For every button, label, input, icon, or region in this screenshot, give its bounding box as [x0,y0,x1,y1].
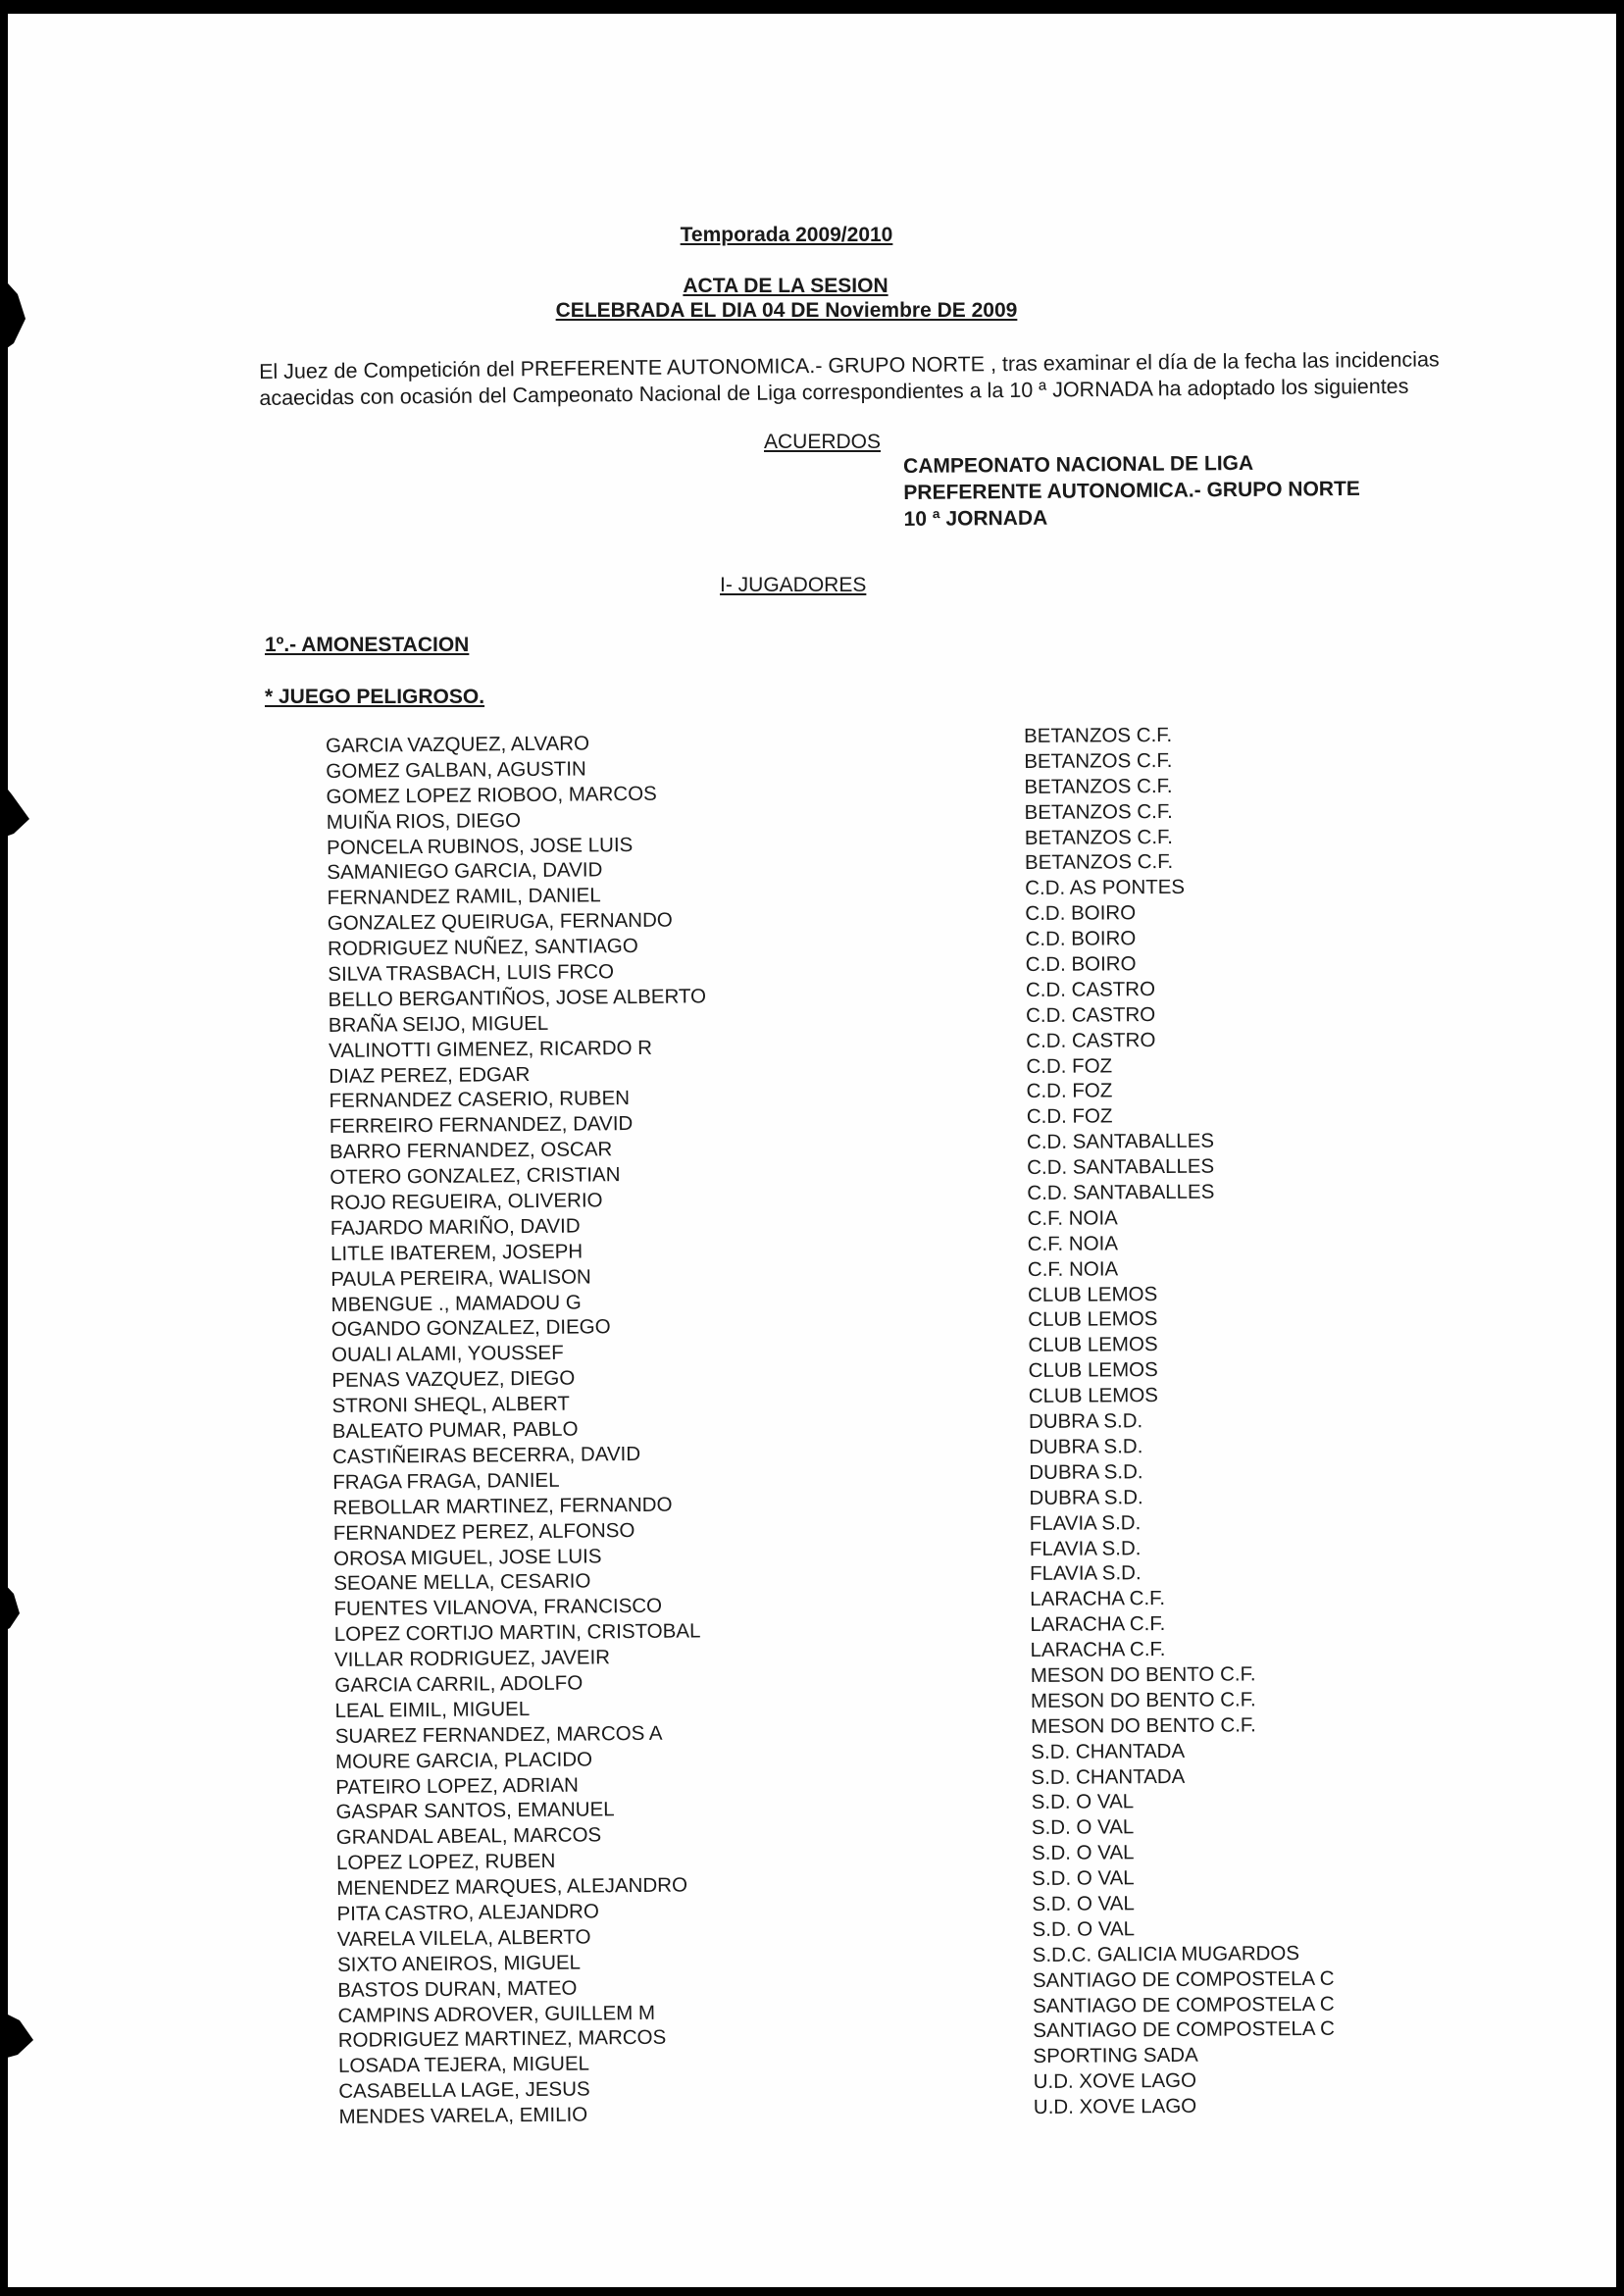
player-club: LARACHA C.F. [1030,1587,1166,1611]
player-name: LITLE IBATEREM, JOSEPH [330,1240,584,1265]
player-name: PAULA PEREIRA, WALISON [330,1265,591,1291]
player-name: FUENTES VILANOVA, FRANCISCO [333,1595,663,1621]
player-name: SEOANE MELLA, CESARIO [333,1569,591,1596]
player-club: S.D. O VAL [1031,1815,1135,1840]
player-club: BETANZOS C.F. [1024,774,1173,798]
player-name: OUALI ALAMI, YOUSSEF [330,1342,564,1367]
section-title: I- JUGADORES [720,574,867,596]
player-club: MESON DO BENTO C.F. [1030,1688,1256,1712]
player-name: SAMANIEGO GARCIA, DAVID [327,858,603,885]
acta-title: ACTA DE LA SESION [683,275,888,297]
player-name: VARELA VILELA, ALBERTO [336,1925,591,1951]
player-club: DUBRA S.D. [1029,1435,1143,1458]
player-name: BARRO FERNANDEZ, OSCAR [329,1138,613,1164]
player-name: PONCELA RUBINOS, JOSE LUIS [327,833,634,859]
competition-group: PREFERENTE AUTONOMICA.- GRUPO NORTE [903,477,1360,504]
player-name: PENAS VAZQUEZ, DIEGO [331,1366,576,1393]
player-club: C.D. BOIRO [1025,952,1137,977]
player-club: S.D. CHANTADA [1031,1739,1186,1763]
player-club: FLAVIA S.D. [1029,1510,1142,1535]
player-name: MUIÑA RIOS, DIEGO [326,808,522,834]
player-name: FRAGA FRAGA, DANIEL [332,1468,560,1494]
player-club: LARACHA C.F. [1030,1612,1166,1637]
player-name: GARCIA CARRIL, ADOLFO [334,1671,584,1697]
player-name: PATEIRO LOPEZ, ADRIAN [335,1773,579,1799]
player-club: BETANZOS C.F. [1024,825,1173,849]
player-club: C.D. FOZ [1026,1104,1113,1129]
player-club: FLAVIA S.D. [1029,1561,1142,1586]
player-club: BETANZOS C.F. [1024,799,1173,824]
player-club: CLUB LEMOS [1028,1307,1158,1332]
player-club: BETANZOS C.F. [1024,748,1173,773]
player-name: GOMEZ LOPEZ RIOBOO, MARCOS [326,782,657,808]
player-name: SIXTO ANEIROS, MIGUEL [336,1951,582,1976]
subsection-title: 1º.- AMONESTACION [265,634,470,656]
player-club: C.D. AS PONTES [1025,876,1186,900]
player-club: S.D. O VAL [1032,1892,1135,1915]
club-list [1024,722,1335,2120]
player-name: MENENDEZ MARQUES, ALEJANDRO [336,1873,688,1901]
player-name: CASTIÑEIRAS BECERRA, DAVID [331,1442,641,1468]
player-club: C.D. CASTRO [1026,1028,1156,1052]
intro-line-2: acaecidas con ocasión del Campeonato Nacional de Liga correspondientes a la 10 ª JORNADA ha adoptado los siguientes [259,374,1409,410]
player-name: MOURE GARCIA, PLACIDO [334,1748,593,1773]
player-name: FERNANDEZ CASERIO, RUBEN [329,1087,631,1113]
player-club: CLUB LEMOS [1028,1333,1158,1357]
player-name: LOPEZ CORTIJO MARTIN, CRISTOBAL [333,1619,701,1647]
player-name: FERREIRO FERNANDEZ, DAVID [329,1112,634,1139]
player-name: STRONI SHEQL, ALBERT [331,1392,570,1418]
player-name: LOSADA TEJERA, MIGUEL [337,2052,590,2078]
player-name: DIAZ PEREZ, EDGAR [329,1062,531,1088]
player-name: BASTOS DURAN, MATEO [337,1976,578,2002]
player-club: MESON DO BENTO C.F. [1030,1662,1256,1687]
season-title: Temporada 2009/2010 [680,224,893,246]
player-name: REBOLLAR MARTINEZ, FERNANDO [332,1493,673,1519]
player-name: VILLAR RODRIGUEZ, JAVEIR [333,1646,611,1672]
player-club: C.D. CASTRO [1025,1002,1156,1027]
player-club: C.D. SANTABALLES [1027,1154,1215,1180]
player-club: CLUB LEMOS [1028,1358,1158,1383]
acuerdos-heading: ACUERDOS [764,431,882,453]
player-club: C.D. BOIRO [1025,901,1137,926]
player-club: C.D. BOIRO [1025,927,1137,951]
player-name: LOPEZ LOPEZ, RUBEN [335,1849,556,1875]
player-club: C.D. SANTABALLES [1026,1129,1215,1154]
player-club: S.D. O VAL [1032,1866,1135,1891]
document-page [8,14,1616,2287]
player-name: PITA CASTRO, ALEJANDRO [336,1900,599,1925]
player-club: SPORTING SADA [1033,2044,1198,2068]
player-club: C.D. SANTABALLES [1027,1180,1215,1205]
player-club: BETANZOS C.F. [1024,850,1174,875]
player-club: S.D. O VAL [1031,1841,1135,1865]
player-club: MESON DO BENTO C.F. [1031,1713,1256,1738]
player-name: FERNANDEZ PEREZ, ALFONSO [332,1518,635,1545]
player-club: C.F. NOIA [1027,1206,1118,1230]
player-name: CASABELLA LAGE, JESUS [338,2077,590,2104]
player-name: SILVA TRASBACH, LUIS FRCO [328,960,615,987]
player-name: RODRIGUEZ NUÑEZ, SANTIAGO [327,935,638,961]
player-club: C.D. FOZ [1026,1053,1113,1078]
player-name: MBENGUE ., MAMADOU G [330,1291,582,1316]
player-name: OROSA MIGUEL, JOSE LUIS [332,1544,602,1570]
player-club: C.F. NOIA [1027,1257,1119,1281]
player-club: DUBRA S.D. [1029,1459,1143,1484]
player-list [326,730,717,2130]
player-club: S.D.C. GALICIA MUGARDOS [1032,1941,1300,1966]
player-club: SANTIAGO DE COMPOSTELA C [1033,1992,1335,2017]
player-name: BRAÑA SEIJO, MIGUEL [328,1011,549,1037]
player-club: S.D. CHANTADA [1031,1764,1186,1789]
category-title: * JUEGO PELIGROSO. [265,686,485,708]
competition-name: CAMPEONATO NACIONAL DE LIGA [903,451,1254,478]
player-name: RODRIGUEZ MARTINEZ, MARCOS [337,2026,667,2053]
torn-edge-marks [0,0,59,2296]
player-name: GOMEZ GALBAN, AGUSTIN [326,757,586,783]
player-name: OGANDO GONZALEZ, DIEGO [330,1315,611,1342]
player-name: BALEATO PUMAR, PABLO [331,1417,579,1444]
player-name: GASPAR SANTOS, EMANUEL [335,1798,615,1824]
player-name: FERNANDEZ RAMIL, DANIEL [327,884,601,910]
player-name: CAMPINS ADROVER, GUILLEM M [337,2001,656,2027]
player-name: GONZALEZ QUEIRUGA, FERNANDO [327,908,673,936]
player-club: C.F. NOIA [1027,1232,1119,1255]
player-name: VALINOTTI GIMENEZ, RICARDO R [328,1036,653,1062]
competition-block [903,449,1360,533]
player-club: DUBRA S.D. [1028,1409,1143,1434]
player-name: LEAL EIMIL, MIGUEL [334,1697,531,1722]
player-club: S.D. O VAL [1031,1790,1135,1814]
player-name: ROJO REGUEIRA, OLIVERIO [330,1189,603,1215]
player-club: U.D. XOVE LAGO [1033,2069,1197,2094]
player-club: CLUB LEMOS [1027,1282,1158,1306]
player-club: DUBRA S.D. [1029,1485,1143,1509]
player-club: S.D. O VAL [1032,1917,1136,1941]
player-name: FAJARDO MARIÑO, DAVID [330,1214,581,1240]
player-name: GARCIA VAZQUEZ, ALVARO [326,732,590,757]
player-name: OTERO GONZALEZ, CRISTIAN [330,1163,621,1190]
player-club: U.D. XOVE LAGO [1033,2094,1197,2119]
player-club: SANTIAGO DE COMPOSTELA C [1032,1966,1335,1992]
session-date-title: CELEBRADA EL DIA 04 DE Noviembre DE 2009 [555,299,1018,322]
player-club: LARACHA C.F. [1030,1638,1166,1662]
intro-paragraph [259,346,1514,412]
player-club: C.D. FOZ [1026,1079,1113,1103]
player-club: FLAVIA S.D. [1029,1536,1142,1560]
player-club: SANTIAGO DE COMPOSTELA C [1033,2017,1335,2043]
player-club: CLUB LEMOS [1028,1384,1159,1408]
player-name: GRANDAL ABEAL, MARCOS [335,1823,602,1850]
player-name: BELLO BERGANTIÑOS, JOSE ALBERTO [328,985,707,1011]
competition-round: 10 ª JORNADA [903,506,1048,531]
intro-line-1: El Juez de Competición del PREFERENTE AUTONOMICA.- GRUPO NORTE , tras examinar el día de la fecha las incidencias [259,347,1440,383]
player-name: SUAREZ FERNANDEZ, MARCOS A [334,1721,663,1748]
player-name: MENDES VARELA, EMILIO [338,2103,588,2129]
player-club: BETANZOS C.F. [1024,723,1173,747]
player-club: C.D. CASTRO [1025,977,1156,1001]
